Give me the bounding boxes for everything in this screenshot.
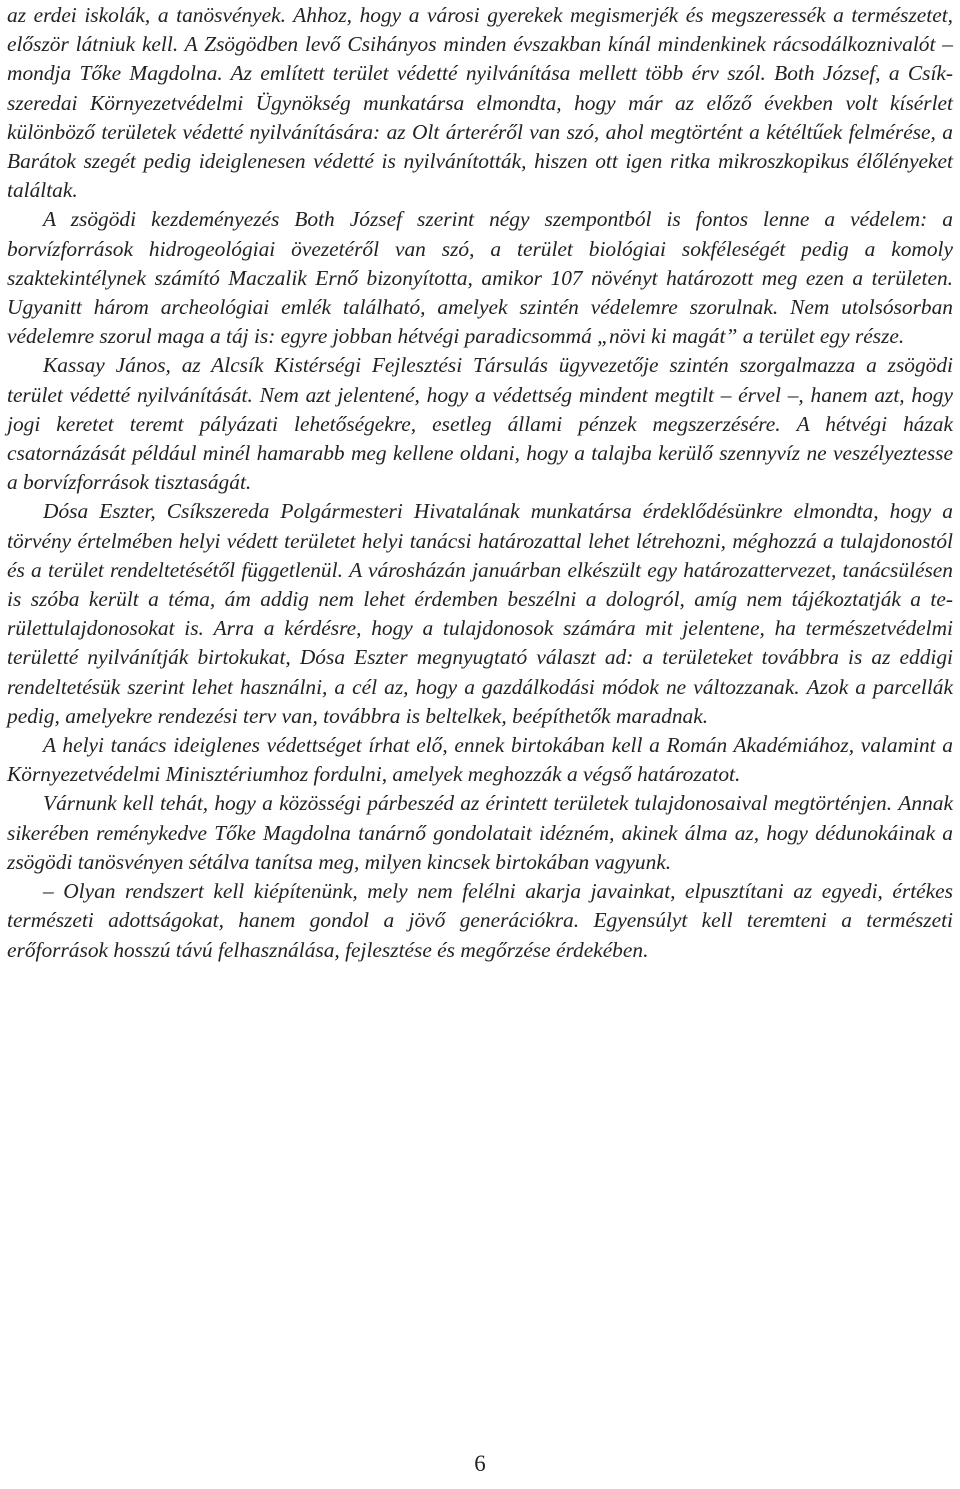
text-segment: az erdei iskolák, a tanösvények. Ahhoz, hogy a városi gyerekek megismerjék és megszeressék a természetet, először látniuk kell. A Zsögödben levő Csihányos minden évszakban kínál mindenkinek rácsodálkoznivalót – mondja Tőke Magdolna. Az említett terület védetté nyilvánítása mellett több érv szól. — [7, 3, 953, 86]
text-segment: Both József, a Csíkszeredai Környezetvédelmi Ügynökség munkatársa elmondta, hogy már az előző években volt kísérlet különböző területek védetté nyilvánítására: az Olt árteréről van szó, ahol megtörtént a kétéltűek felmérése, a Barátok szegét pedig ideiglenesen védetté is nyilvánították, hiszen ott igen ritka mikroszkopikus élőlényeket találtak. — [7, 61, 953, 203]
text-segment: – Olyan rendszert kell kiépítenünk, mely nem felélni akarja javainkat, elpusztítani az egyedi, értékes természeti adottságokat, hanem gondol a jövő generációkra. Egyensúlyt kell teremteni a természeti erőforrások hosszú távú felhasználása, fejlesztése és megőrzése érdekében. — [7, 879, 953, 962]
article-text — [7, 0, 953, 965]
text-segment: Nem utolsósorban védelemre szorul maga a táj is: egyre jobban hétvégi paradicsommá „növi ki magát” a terület egy része. — [7, 295, 953, 349]
text-segment: Nem azt jelentené, hogy a védettség mindent megtilt – érvel –, hanem azt, hogy jogi keretet teremt pályázati lehetőségekre, esetleg állami pénzek megszerzésére. — [7, 382, 953, 436]
text-segment: A hétvégi házak csatornázását például minél hamarabb meg kellene oldani, hogy a talajba kerülő szennyvíz ne veszélyeztesse a borvízforrások tisztaságát. — [7, 411, 953, 495]
text-segment — [778, 295, 790, 319]
text-segment: Dósa Eszter, Csíkszereda Polgármesteri Hivatalának munkatársa érdeklődésünkre elmondta, hogy a törvény értelmében helyi védett területet helyi tanácsi határozattal lehet létrehozni, méghozzá a tulajdonostól és a terület rendeltetésétől függetlenül. — [7, 499, 953, 582]
text-segment: Várnunk kell tehát, hogy a közösségi párbeszéd az érintett területek tulajdonosaival megtörténjen. — [43, 791, 893, 816]
text-segment: A zsögödi kezdeményezés Both József szerint négy szempontból is fontos lenne a védelem: a borvízforrások hidrogeológiai övezetéről van szó, a terület biológiai sokféleségét pedig a komoly szaktekintélynek számító Maczalik Ernő bizonyította, amikor 107 növényt határozott meg ezen a területen. — [7, 207, 953, 290]
text-segment: Arra a kérdésre, hogy a tulajdonosok számára mit jelentene, ha természetvédelmi területté nyilvánítják birtokukat, Dósa Eszter megnyugtató választ ad: a területeket továbbra is az eddigi rendeltetésük szerint lehet használni, a cél az, hogy a gazdálkodási módok ne változzanak. — [7, 616, 953, 699]
text-segment: A városházán januárban elkészült egy határozattervezet, tanácsülésen is szóba került a téma, ám addig nem lehet érdemben beszélni a dologról, amíg nem tájékoztatják a területtulajdonosokat is. — [7, 557, 953, 641]
page-body — [7, 0, 953, 965]
text-segment — [781, 412, 797, 436]
text-segment — [800, 675, 807, 699]
text-segment — [253, 383, 260, 407]
text-segment: A helyi tanács ideiglenes védettséget írhat elő, ennek birtokában kell a Román Akadémiához, valamint a Környezetvédelmi Minisztériumhoz fordulni, amelyek meghozzák a végső határozatot. — [7, 733, 953, 787]
text-segment — [204, 616, 214, 640]
text-segment: Kassay János, az Alcsík Kistérségi Fejlesztési Társulás ügyvezetője szintén szorgalmazza a zsögödi terület védetté nyilvánítását. — [7, 353, 953, 407]
text-segment: Annak sikerében reménykedve Tőke Magdolna tanárnő gondolatait idézném, akinek álma az, hogy dédunokáinak a zsögödi tanösvényen sétálva tanítsa meg, milyen kincsek birtokában vagyunk. — [7, 791, 953, 874]
text-segment: Ugyanitt három archeológiai emlék található, amelyek szintén védelemre szorulnak. — [7, 295, 779, 320]
text-segment: Azok a parcellák pedig, amelyekre rendezési terv van, továbbra is beltelkek, beépíthetők maradnak. — [7, 674, 953, 728]
page-number: 6 — [474, 1451, 486, 1476]
text-segment — [766, 61, 774, 85]
